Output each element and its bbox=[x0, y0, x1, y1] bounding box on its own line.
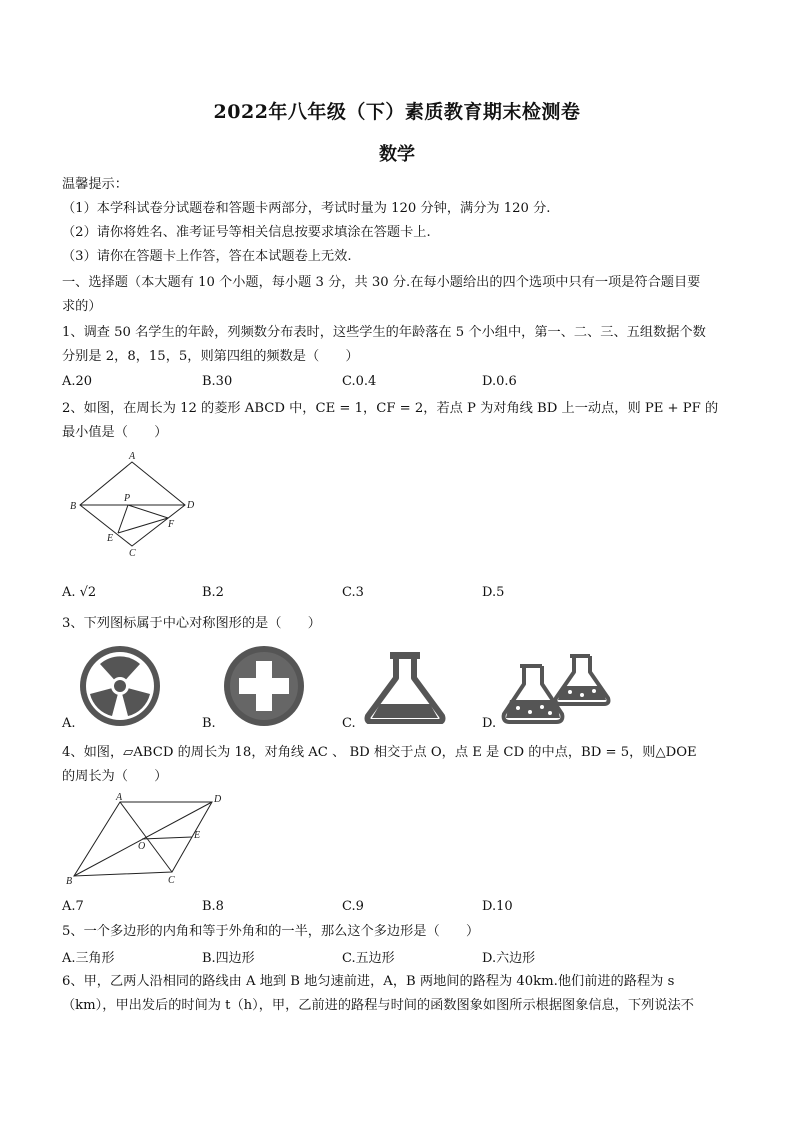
tip-item-2: （2）请你将姓名、准考证号等相关信息按要求填涂在答题卡上. bbox=[62, 225, 431, 240]
rhombus-figure bbox=[62, 450, 212, 560]
tip-item-1: （1）本学科试卷分试题卷和答题卡两部分，考试时量为 120 分钟，满分为 120 分. bbox=[62, 201, 551, 216]
label-a: A bbox=[129, 451, 136, 462]
q1-text-line2: 分别是 2，8，15，5，则第四组的频数是（ ） bbox=[62, 349, 359, 364]
label-p: P bbox=[124, 493, 131, 504]
q2-option-c: C.3 bbox=[342, 585, 364, 600]
radiation-icon bbox=[78, 644, 162, 728]
q6-text-line2: （km），甲出发后的时间为 t（h），甲，乙前进的路程与时间的函数图象如图所示根据图象信息，下列说法不 bbox=[62, 998, 694, 1013]
subject-title: 数学 bbox=[379, 144, 415, 165]
q1-option-c: C.0.4 bbox=[342, 374, 377, 389]
q2-text-line2: 最小值是（ ） bbox=[62, 425, 168, 440]
label-d: D bbox=[214, 794, 222, 805]
q5-option-d: D.六边形 bbox=[482, 951, 536, 966]
q1-text-line1: 1、调查 50 名学生的年龄，列频数分布表时，这些学生的年龄落在 5 个小组中，第一、二、三、五组数据个数 bbox=[62, 325, 706, 340]
q3-option-b: B. bbox=[202, 716, 216, 731]
tip-item-3: （3）请你在答题卡上作答，答在本试题卷上无效. bbox=[62, 249, 352, 264]
label-d: D bbox=[187, 500, 195, 511]
q4-text-line2: 的周长为（ ） bbox=[62, 769, 168, 784]
flask-icon bbox=[360, 650, 450, 724]
label-b: B bbox=[66, 876, 73, 886]
q4-option-d: D.10 bbox=[482, 899, 513, 914]
tips-heading: 温馨提示： bbox=[62, 177, 128, 192]
q3-option-c: C. bbox=[342, 716, 356, 731]
q2-option-b: B.2 bbox=[202, 585, 224, 600]
q5-option-c: C.五边形 bbox=[342, 951, 395, 966]
two-flasks-icon bbox=[500, 652, 620, 724]
q2-text-line1: 2、如图，在周长为 12 的菱形 ABCD 中，CE = 1，CF = 2，若点 P 为对角线 BD 上一动点，则 PE + PF 的 bbox=[62, 401, 719, 416]
q4-option-c: C.9 bbox=[342, 899, 364, 914]
label-e: E bbox=[194, 830, 201, 841]
q4-text-line1: 4、如图，▱ABCD 的周长为 18，对角线 AC 、 BD 相交于点 O，点 E 是 CD 的中点，BD = 5，则△DOE bbox=[62, 745, 697, 760]
q3-option-d: D. bbox=[482, 716, 497, 731]
q1-option-b: B.30 bbox=[202, 374, 233, 389]
label-c: C bbox=[129, 548, 136, 559]
page-title: 2022年八年级（下）素质教育期末检测卷 bbox=[213, 101, 581, 123]
q3-option-a: A. bbox=[62, 716, 76, 731]
label-a: A bbox=[116, 792, 123, 803]
label-c: C bbox=[168, 875, 175, 886]
q5-option-b: B.四边形 bbox=[202, 951, 255, 966]
medical-cross-icon bbox=[222, 644, 306, 728]
parallelogram-figure bbox=[62, 792, 232, 886]
q4-option-a: A.7 bbox=[62, 899, 84, 914]
q1-option-d: D.0.6 bbox=[482, 374, 517, 389]
label-f: F bbox=[168, 519, 175, 530]
q5-option-a: A.三角形 bbox=[62, 951, 115, 966]
label-o: O bbox=[138, 841, 146, 852]
q2-option-d: D.5 bbox=[482, 585, 505, 600]
label-e: E bbox=[107, 533, 114, 544]
q3-text-line1: 3、下列图标属于中心对称图形的是（ ） bbox=[62, 616, 321, 631]
label-b: B bbox=[70, 501, 77, 512]
q4-option-b: B.8 bbox=[202, 899, 224, 914]
section1-heading-line2: 求的） bbox=[62, 299, 102, 314]
section1-heading-line1: 一、选择题（本大题有 10 个小题，每小题 3 分，共 30 分.在每小题给出的四个选项中只有一项是符合题目要 bbox=[62, 275, 701, 290]
q2-option-a: A. √2 bbox=[62, 585, 97, 600]
q5-text-line1: 5、一个多边形的内角和等于外角和的一半，那么这个多边形是（ ） bbox=[62, 924, 480, 939]
q6-text-line1: 6、甲，乙两人沿相同的路线由 A 地到 B 地匀速前进，A，B 两地间的路程为 40km.他们前进的路程为 s bbox=[62, 974, 675, 989]
q1-option-a: A.20 bbox=[62, 374, 93, 389]
